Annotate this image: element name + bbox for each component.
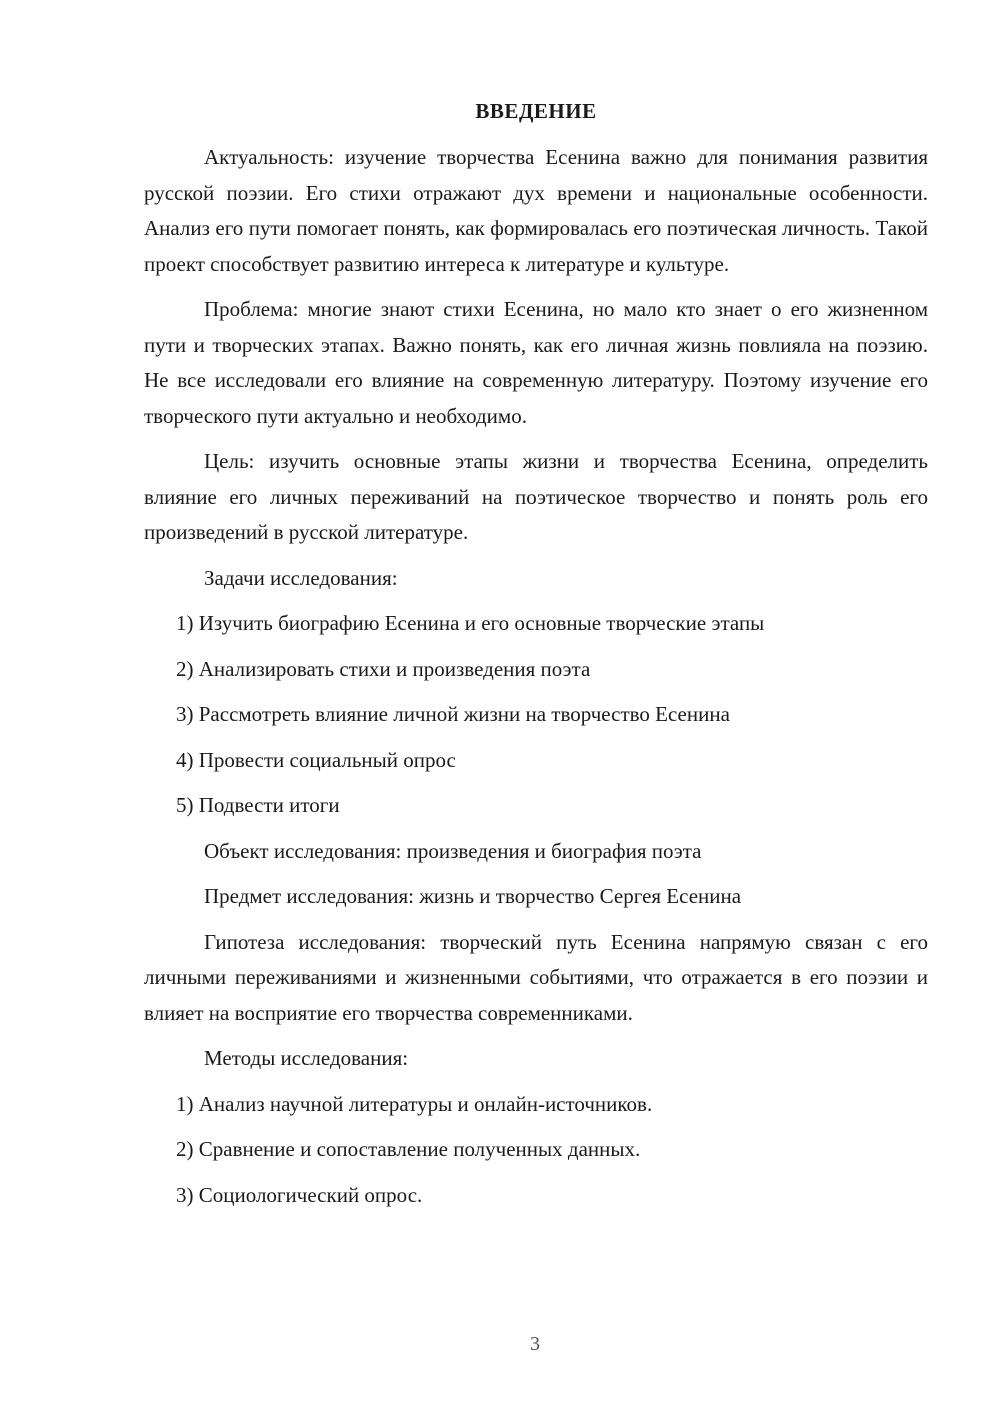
relevance-paragraph: Актуальность: изучение творчества Есенина важно для понимания развития русской поэзии. Его стихи отражают дух времени и национальные особенности. Анализ его пути помогает понять, как формировалась его поэтическая личность. Такой проект способствует развитию интереса к литературе и культуре. <box>144 145 928 276</box>
method-item: 3) Социологический опрос. <box>176 1182 423 1207</box>
object-line: Объект исследования: произведения и биография поэта <box>204 838 702 863</box>
problem-paragraph: Проблема: многие знают стихи Есенина, но мало кто знает о его жизненном пути и творческих этапах. Важно понять, как его личная жизнь повлияла на поэзию. Не все исследовали его влияние на современную литературу. Поэтому изучение его творческого пути актуально и необходимо. <box>144 297 928 428</box>
tasks-heading: Задачи исследования: <box>204 565 398 590</box>
hypothesis-paragraph: Гипотеза исследования: творческий путь Есенина напрямую связан с его личными переживаниями и жизненными событиями, что отражается в его поэзии и влияет на восприятие его творчества современниками. <box>144 929 928 1025</box>
method-item: 1) Анализ научной литературы и онлайн-источников. <box>176 1091 653 1116</box>
task-item: 5) Подвести итоги <box>176 793 340 817</box>
task-item: 1) Изучить биографию Есенина и его основные творческие этапы <box>176 611 765 635</box>
methods-heading: Методы исследования: <box>204 1046 409 1070</box>
task-item: 3) Рассмотреть влияние личной жизни на творчество Есенина <box>176 702 730 726</box>
page-title: ВВЕДЕНИЕ <box>475 99 597 123</box>
task-item: 2) Анализировать стихи и произведения поэта <box>176 656 591 681</box>
page-content <box>144 96 928 1223</box>
page-number: 3 <box>530 1333 540 1355</box>
subject-line: Предмет исследования: жизнь и творчество Сергея Есенина <box>204 884 742 908</box>
goal-paragraph: Цель: изучить основные этапы жизни и творчества Есенина, определить влияние его личных переживаний на поэтическое творчество и понять роль его произведений в русской литературе. <box>144 449 928 544</box>
method-item: 2) Сравнение и сопоставление полученных данных. <box>176 1137 641 1161</box>
task-item: 4) Провести социальный опрос <box>176 747 456 772</box>
